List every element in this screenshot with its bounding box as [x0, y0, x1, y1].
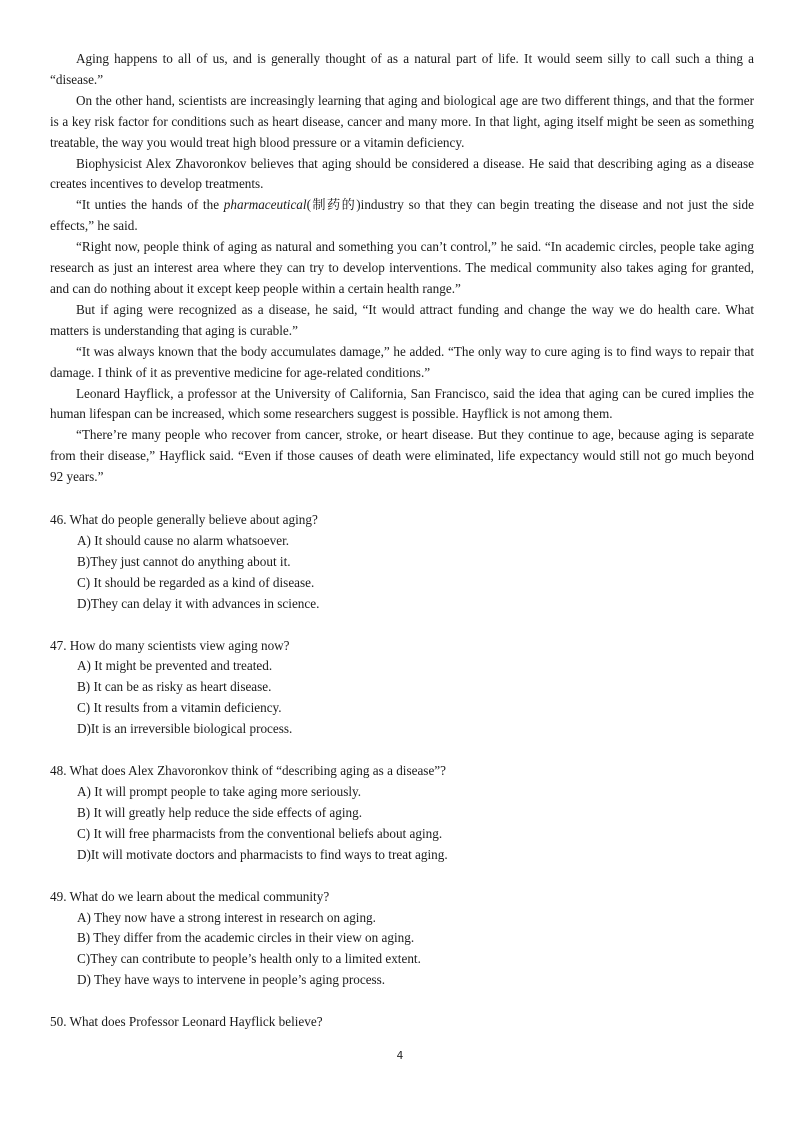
answer-option: C) It will free pharmacists from the conventional beliefs about aging.	[77, 825, 443, 841]
question-stem: 50. What does Professor Leonard Hayflick believe?	[50, 1014, 323, 1030]
question-list	[50, 510, 754, 1054]
paragraph-text: (制药的)industry so that they can begin treating the disease and not just the side effects,” he said.	[50, 197, 754, 234]
answer-option: C)They can contribute to people’s health only to a limited extent.	[77, 951, 421, 967]
answer-option: B) It can be as risky as heart disease.	[77, 679, 272, 695]
page-number: 4	[396, 1050, 404, 1062]
answer-option: A) It might be prevented and treated.	[77, 658, 273, 674]
answer-option: B) They differ from the academic circles in their view on aging.	[77, 930, 415, 946]
paragraph-text: Aging happens to all of us, and is generally thought of as a natural part of life. It would seem silly to call such a thing a “disease.”	[50, 51, 754, 87]
question-item	[50, 887, 754, 992]
answer-option: D)It is an irreversible biological process.	[77, 721, 293, 737]
passage-paragraph	[50, 154, 754, 196]
paragraph-text: “It unties the hands of the	[76, 197, 224, 213]
reading-passage	[50, 49, 754, 488]
passage-paragraph	[50, 384, 754, 426]
passage-paragraph	[50, 342, 754, 384]
answer-option: D) They have ways to intervene in people’s aging process.	[77, 972, 386, 988]
question-item	[50, 1012, 754, 1033]
question-stem: 47. How do many scientists view aging now?	[50, 637, 290, 653]
answer-option: B) It will greatly help reduce the side effects of aging.	[77, 804, 363, 820]
paragraph-text: “Right now, people think of aging as natural and something you can’t control,” he said. “In academic circles, people take aging research as just an interest area where they can try to develop interventions. The medical community also takes aging for granted, and can do nothing about it except keep people within a certain health range.”	[50, 239, 754, 296]
paragraph-text: “There’re many people who recover from cancer, stroke, or heart disease. But they continue to age, because aging is separate from their disease,” Hayflick said. “Even if those causes of death were eliminated, life expectancy would still not go much beyond 92 years.”	[50, 427, 754, 485]
paragraph-text: But if aging were recognized as a disease, he said, “It would attract funding and change the way we do health care. What matters is understanding that aging is curable.”	[50, 301, 754, 338]
passage-paragraph	[50, 237, 754, 300]
question-item	[50, 510, 754, 615]
answer-option: A) It should cause no alarm whatsoever.	[77, 532, 290, 548]
passage-paragraph	[50, 49, 754, 91]
question-stem: 46. What do people generally believe about aging?	[50, 512, 318, 527]
answer-option: D)It will motivate doctors and pharmacists to find ways to treat aging.	[77, 846, 448, 862]
question-item	[50, 636, 754, 741]
passage-paragraph	[50, 91, 754, 154]
paragraph-text: “It was always known that the body accumulates damage,” he added. “The only way to cure aging is to find ways to repair that damage. I think of it as preventive medicine for age-related conditions.”	[50, 343, 754, 380]
question-stem: 49. What do we learn about the medical community?	[50, 888, 330, 904]
passage-paragraph	[50, 425, 754, 488]
answer-option: C) It results from a vitamin deficiency.	[77, 700, 282, 716]
paragraph-text: Biophysicist Alex Zhavoronkov believes that aging should be considered a disease. He said that describing aging as a disease creates incentives to develop treatments.	[50, 155, 754, 192]
answer-option: C) It should be regarded as a kind of disease.	[77, 574, 315, 590]
passage-paragraph	[50, 300, 754, 342]
answer-option: B)They just cannot do anything about it.	[77, 553, 291, 569]
answer-option: A) They now have a strong interest in research on aging.	[77, 909, 376, 925]
answer-option: A) It will prompt people to take aging more seriously.	[77, 783, 362, 799]
paragraph-text: On the other hand, scientists are increasingly learning that aging and biological age are two different things, and that the former is a key risk factor for conditions such as heart disease, cancer and many more. In that light, aging itself might be seen as something treatable, the way you would treat high blood pressure or a vitamin deficiency.	[50, 92, 754, 150]
answer-option: D)They can delay it with advances in science.	[77, 595, 320, 611]
question-item	[50, 761, 754, 866]
question-stem: 48. What does Alex Zhavoronkov think of “describing aging as a disease”?	[50, 763, 447, 779]
paragraph-text: Leonard Hayflick, a professor at the University of California, San Francisco, said the idea that aging can be cured implies the human lifespan can be increased, which some researchers suggest is possible. Hayflick is not among them.	[50, 385, 754, 422]
italic-term: pharmaceutical	[223, 197, 307, 213]
passage-paragraph	[50, 195, 754, 237]
